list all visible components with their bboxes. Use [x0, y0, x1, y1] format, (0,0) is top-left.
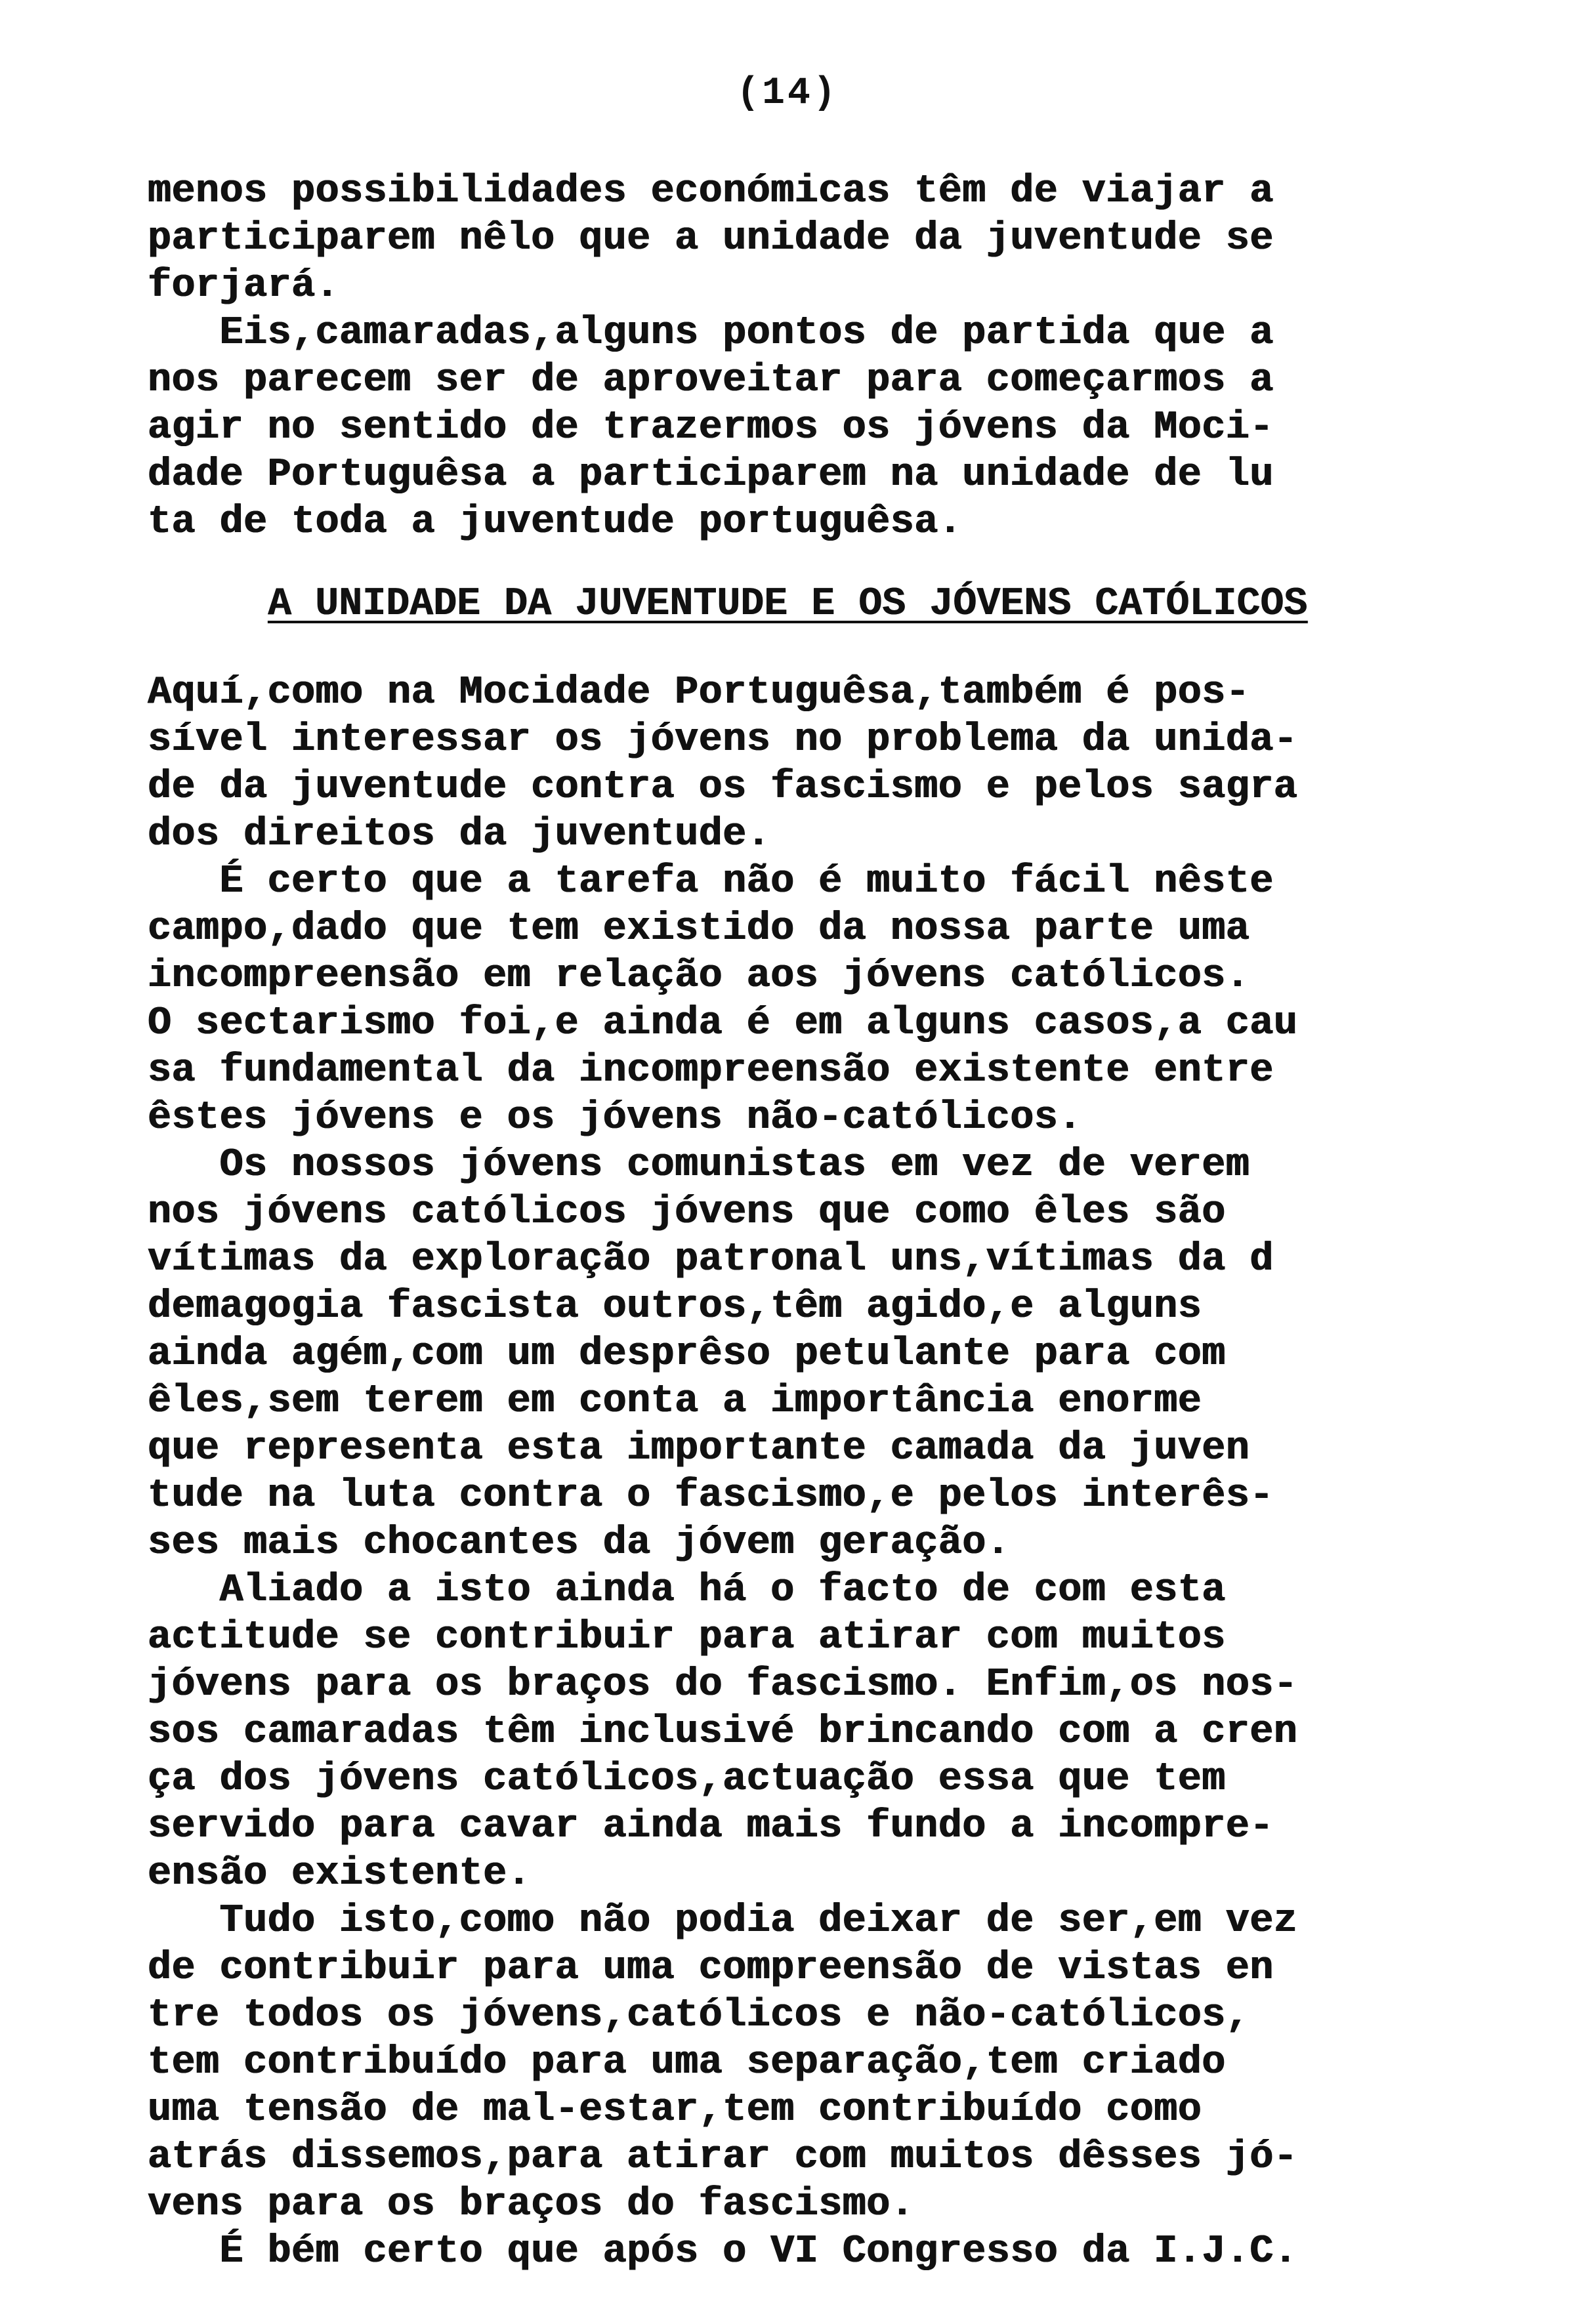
text-line: de da juventude contra os fascismo e pelos sagra — [148, 765, 1298, 810]
text-line: É certo que a tarefa não é muito fácil nêste — [148, 860, 1274, 904]
text-line: agir no sentido de trazermos os jóvens da Moci- — [148, 405, 1274, 450]
text-line: dos direitos da juventude. — [148, 812, 771, 857]
text-line: Eis,camaradas,alguns pontos de partida que a — [148, 311, 1274, 356]
text-line: Aquí,como na Mocidade Portuguêsa,também é pos- — [148, 671, 1250, 715]
text-line: Os nossos jóvens comunistas em vez de verem — [148, 1143, 1250, 1188]
text-line: de contribuir para uma compreensão de vistas en — [148, 1946, 1274, 1991]
text-line: sível interessar os jóvens no problema da unida- — [148, 718, 1298, 762]
text-line: campo,dado que tem existido da nossa parte uma — [148, 907, 1250, 951]
text-line: tude na luta contra o fascismo,e pelos interês- — [148, 1474, 1274, 1518]
text-line: Aliado a isto ainda há o facto de com esta — [148, 1568, 1226, 1613]
text-line: que representa esta importante camada da juven — [148, 1426, 1250, 1471]
text-line: ses mais chocantes da jóvem geração. — [148, 1521, 1011, 1566]
text-line: demagogia fascista outros,têm agido,e alguns — [148, 1285, 1202, 1329]
text-line: êles,sem terem em conta a importância enorme — [148, 1379, 1202, 1424]
text-line: nos jóvens católicos jóvens que como êles são — [148, 1190, 1226, 1235]
text-line: vítimas da exploração patronal uns,vítimas da d — [148, 1237, 1274, 1282]
text-line: Tudo isto,como não podia deixar de ser,em vez — [148, 1899, 1298, 1943]
text-line: atrás dissemos,para atirar com muitos dêsses jó- — [148, 2135, 1298, 2180]
text-line: ta de toda a juventude portuguêsa. — [148, 500, 963, 545]
text-line: forjará. — [148, 264, 340, 308]
text-line: ensão existente. — [148, 1852, 532, 1896]
text-line: incompreensão em relação aos jóvens católicos. — [148, 954, 1250, 999]
text-line: menos possibilidades económicas têm de viajar a — [148, 169, 1274, 214]
section-heading: A UNIDADE DA JUVENTUDE E OS JÓVENS CATÓLICOS — [267, 582, 1308, 627]
text-line: tem contribuído para uma separação,tem criado — [148, 2041, 1226, 2085]
text-line: O sectarismo foi,e ainda é em alguns casos,a cau — [148, 1001, 1298, 1046]
text-line: servido para cavar ainda mais fundo a incompre- — [148, 1804, 1274, 1849]
text-line: vens para os braços do fascismo. — [148, 2182, 915, 2227]
page-number: (14) — [736, 72, 839, 115]
text-line: tre todos os jóvens,católicos e não-católicos, — [148, 1993, 1250, 2038]
text-line: É bém certo que após o VI Congresso da I.J.C. — [148, 2230, 1298, 2274]
intro-paragraphs — [148, 168, 1434, 546]
section-body — [148, 669, 1434, 2275]
text-line: ça dos jóvens católicos,actuação essa que tem — [148, 1757, 1226, 1802]
text-line: dade Portuguêsa a participarem na unidade de lu — [148, 453, 1274, 497]
text-line: nos parecem ser de aproveitar para começarmos a — [148, 358, 1274, 403]
text-line: sa fundamental da incompreensão existente entre — [148, 1048, 1274, 1093]
text-line: participarem nêlo que a unidade da juventude se — [148, 217, 1274, 261]
text-line: ainda agém,com um desprêso petulante para com — [148, 1332, 1226, 1377]
text-line: sos camaradas têm inclusivé brincando com a cren — [148, 1710, 1298, 1754]
text-line: jóvens para os braços do fascismo. Enfim,os nos- — [148, 1663, 1298, 1707]
text-line: uma tensão de mal-estar,tem contribuído como — [148, 2088, 1202, 2132]
text-line: êstes jóvens e os jóvens não-católicos. — [148, 1096, 1082, 1140]
text-line: actitude se contribuir para atirar com muitos — [148, 1615, 1226, 1660]
